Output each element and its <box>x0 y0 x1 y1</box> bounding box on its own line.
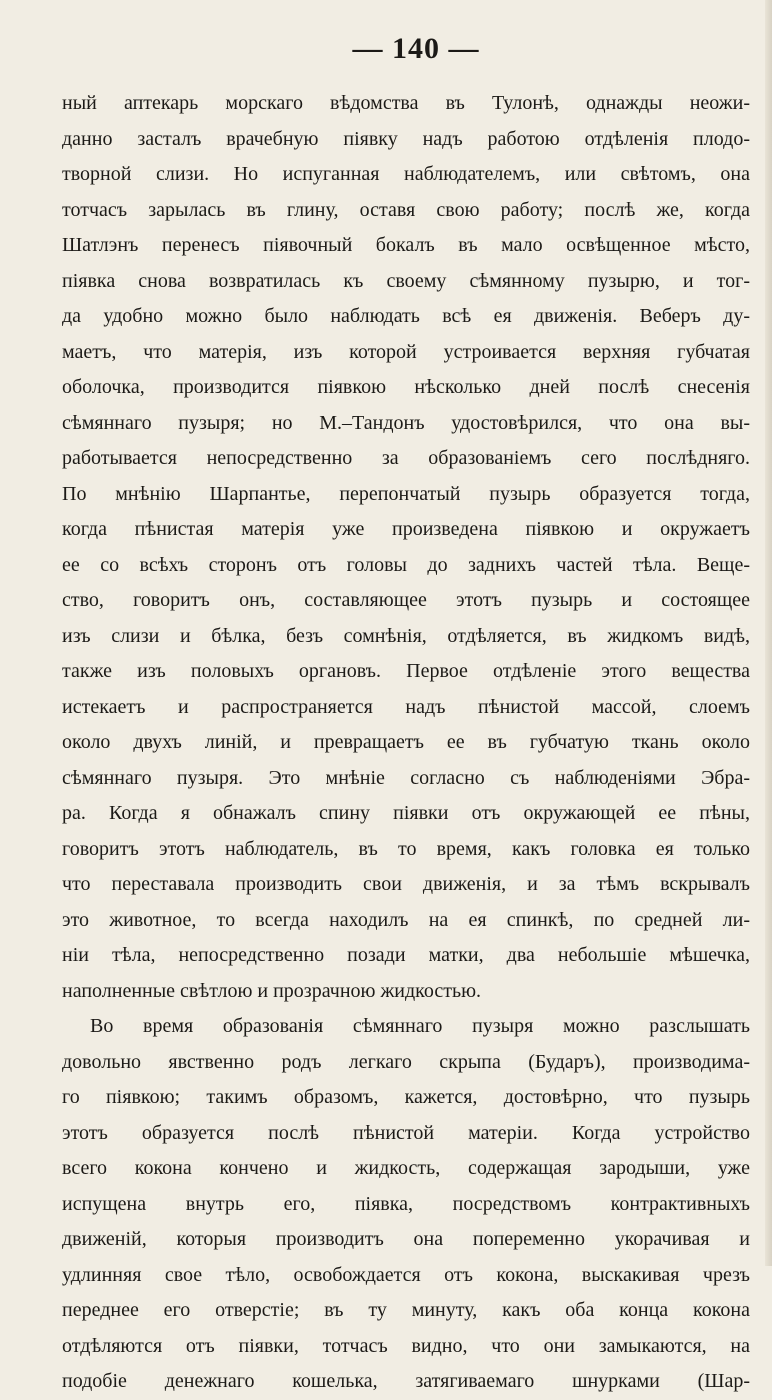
text-line: испущена внутрь его, піявка, посредствомъ контрактивныхъ <box>62 1192 750 1215</box>
text-line: ра. Когда я обнажалъ спину піявки отъ окружающей ее пѣны, <box>62 802 750 824</box>
text-line: тотчасъ зарылась въ глину, оставя свою работу; послѣ же, когда <box>62 198 750 221</box>
text-line: когда пѣнистая матерія уже произведена піявкою и окружаетъ <box>62 518 750 540</box>
paragraph-2 <box>62 1009 750 1400</box>
text-line: переднее его отверстіе; въ ту минуту, какъ оба конца кокона <box>62 1299 750 1321</box>
text-line: сѣмяннаго пузыря. Это мнѣніе согласно съ наблюденіями Эбра- <box>62 766 750 789</box>
paragraph-1 <box>62 86 750 1009</box>
text-line: этотъ образуется послѣ пѣнистой матеріи. Когда устройство <box>62 1121 750 1144</box>
text-line: ный аптекарь морскаго вѣдомства въ Тулонѣ, однажды неожи- <box>62 92 750 114</box>
text-line: изъ слизи и бѣлка, безъ сомнѣнія, отдѣляется, въ жидкомъ видѣ, <box>62 624 750 647</box>
text-line: также изъ половыхъ органовъ. Первое отдѣленіе этого вещества <box>62 660 750 682</box>
text-line: данно засталъ врачебную піявку надъ работою отдѣленія плодо- <box>62 127 750 150</box>
text-line: наполненные свѣтлою и прозрачною жидкостью. <box>62 979 482 1002</box>
text-line: это животное, то всегда находилъ на ея спинкѣ, по средней ли- <box>62 908 750 931</box>
text-line: піявка снова возвратилась къ своему сѣмянному пузырю, и тог- <box>62 269 750 292</box>
page-spine-shadow <box>765 0 772 1266</box>
text-line: сѣмяннаго пузыря; но М.–Тандонъ удостовѣрился, что она вы- <box>62 411 750 434</box>
text-line: что переставала производить свои движенія, и за тѣмъ вскрывалъ <box>62 873 750 895</box>
text-line: движеній, которыя производитъ она попеременно укорачивая и <box>62 1228 750 1250</box>
text-line: всего кокона кончено и жидкость, содержащая зародыши, уже <box>62 1157 750 1179</box>
text-line: маетъ, что матерія, изъ которой устроивается верхняя губчатая <box>62 340 750 363</box>
text-line: Во время образованія сѣмяннаго пузыря можно разслышать <box>90 1015 750 1037</box>
text-line: истекаетъ и распространяется надъ пѣнистой массой, слоемъ <box>62 695 750 718</box>
text-line: да удобно можно было наблюдать всѣ ея движенія. Веберъ ду- <box>62 305 750 327</box>
text-line: ство, говоритъ онъ, составляющее этотъ пузырь и состоящее <box>62 589 750 611</box>
text-line: довольно явственно родъ легкаго скрыпа (Бударъ), производима- <box>62 1050 750 1073</box>
text-line: го піявкою; такимъ образомъ, кажется, достовѣрно, что пузырь <box>62 1086 750 1108</box>
text-line: работывается непосредственно за образованіемъ сего послѣдняго. <box>62 447 750 469</box>
text-line: удлинняя свое тѣло, освобождается отъ кокона, выскакивая чрезъ <box>62 1263 750 1286</box>
text-line: оболочка, производится піявкою нѣсколько дней послѣ снесенія <box>62 376 750 398</box>
text-line: около двухъ линій, и превращаетъ ее въ губчатую ткань около <box>62 731 750 753</box>
text-line: ніи тѣла, непосредственно позади матки, два небольшіе мѣшечка, <box>62 944 750 966</box>
page-number: — 140 — <box>352 32 480 65</box>
text-line: ее со всѣхъ сторонъ отъ головы до заднихъ частей тѣла. Веще- <box>62 553 750 576</box>
text-line: подобіе денежнаго кошелька, затягиваемаго шнурками (Шар- <box>62 1370 750 1392</box>
text-line: отдѣляются отъ піявки, тотчасъ видно, что они замыкаются, на <box>62 1334 750 1357</box>
text-line: говоритъ этотъ наблюдатель, въ то время, какъ головка ея только <box>62 837 750 860</box>
text-line: Шатлэнъ перенесъ піявочный бокалъ въ мало освѣщенное мѣсто, <box>62 234 750 256</box>
text-line: творной слизи. Но испуганная наблюдателемъ, или свѣтомъ, она <box>62 163 750 185</box>
text-line: По мнѣнію Шарпантье, перепончатый пузырь образуется тогда, <box>62 482 750 505</box>
